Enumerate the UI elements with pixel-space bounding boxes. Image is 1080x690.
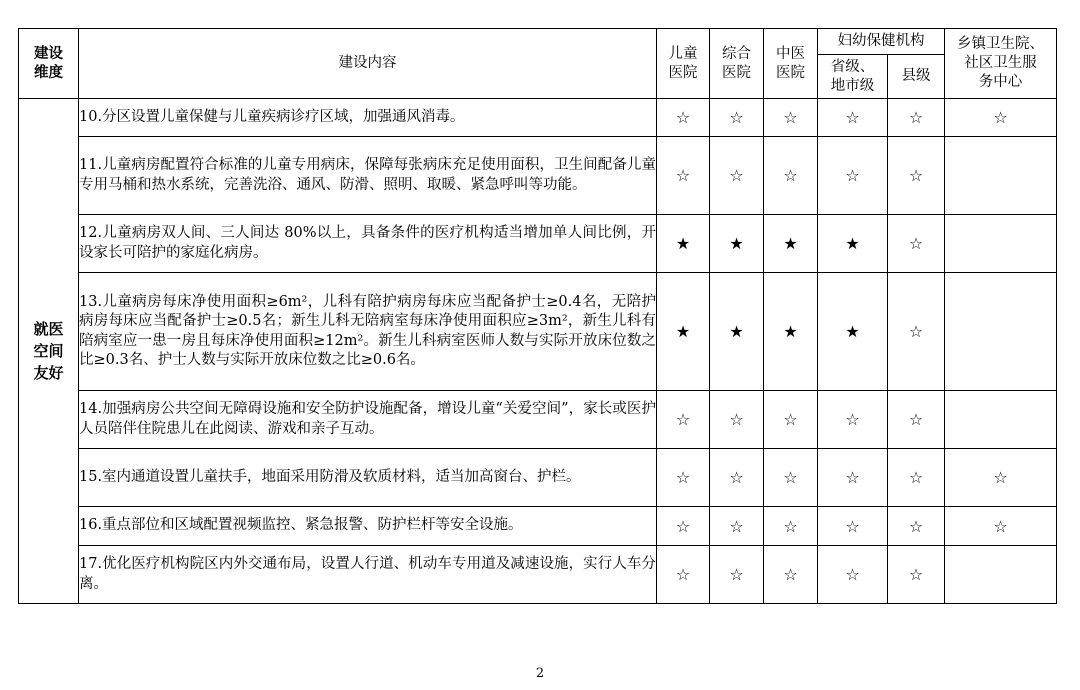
row-content: 14.加强病房公共空间无障碍设施和安全防护设施配备，增设儿童“关爱空间”，家长或医护人员陪伴住院患儿在此阅读、游戏和亲子互动。 — [79, 391, 657, 449]
filled-star-mark: ★ — [818, 215, 888, 273]
hollow-star-mark: ☆ — [710, 507, 764, 546]
row-content: 11.儿童病房配置符合标准的儿童专用病床，保障每张病床充足使用面积，卫生间配备儿童专用马桶和热水系统，完善洗浴、通风、防滑、照明、取暖、紧急呼叫等功能。 — [79, 137, 657, 215]
table-row — [19, 507, 1057, 546]
table-row — [19, 449, 1057, 507]
hollow-star-mark: ☆ — [888, 449, 945, 507]
hollow-star-mark: ☆ — [764, 449, 818, 507]
header-mch-group: 妇幼保健机构 — [818, 29, 945, 55]
hollow-star-mark: ☆ — [710, 391, 764, 449]
hollow-star-mark: ☆ — [945, 507, 1057, 546]
filled-star-mark: ★ — [657, 215, 710, 273]
empty-cell — [945, 215, 1057, 273]
hollow-star-mark: ☆ — [710, 546, 764, 604]
hollow-star-mark: ☆ — [818, 391, 888, 449]
hollow-star-mark: ☆ — [657, 449, 710, 507]
hollow-star-mark: ☆ — [888, 507, 945, 546]
filled-star-mark: ★ — [764, 215, 818, 273]
row-content: 10.分区设置儿童保健与儿童疾病诊疗区域，加强通风消毒。 — [79, 99, 657, 137]
header-general-hospital: 综合 医院 — [710, 29, 764, 99]
table-row — [19, 273, 1057, 391]
filled-star-mark: ★ — [818, 273, 888, 391]
hollow-star-mark: ☆ — [945, 449, 1057, 507]
header-mch-county: 县级 — [888, 55, 945, 99]
hollow-star-mark: ☆ — [710, 99, 764, 137]
hollow-star-mark: ☆ — [888, 137, 945, 215]
page-number: 2 — [535, 666, 545, 681]
empty-cell — [945, 137, 1057, 215]
hollow-star-mark: ☆ — [657, 99, 710, 137]
hollow-star-mark: ☆ — [818, 507, 888, 546]
hollow-star-mark: ☆ — [657, 137, 710, 215]
table-row — [19, 99, 1057, 137]
hollow-star-mark: ☆ — [818, 546, 888, 604]
hollow-star-mark: ☆ — [818, 99, 888, 137]
hollow-star-mark: ☆ — [657, 391, 710, 449]
hollow-star-mark: ☆ — [818, 449, 888, 507]
header-tcm-hospital: 中医 医院 — [764, 29, 818, 99]
hollow-star-mark: ☆ — [945, 99, 1057, 137]
row-content: 12.儿童病房双人间、三人间达 80%以上，具备条件的医疗机构适当增加单人间比例，开设家长可陪护的家庭化病房。 — [79, 215, 657, 273]
hollow-star-mark: ☆ — [888, 546, 945, 604]
header-dimension: 建设 维度 — [19, 29, 79, 99]
filled-star-mark: ★ — [710, 215, 764, 273]
hollow-star-mark: ☆ — [764, 507, 818, 546]
hollow-star-mark: ☆ — [888, 391, 945, 449]
header-children-hospital: 儿童 医院 — [657, 29, 710, 99]
filled-star-mark: ★ — [764, 273, 818, 391]
hollow-star-mark: ☆ — [764, 391, 818, 449]
dimension-label: 就医 空间 友好 — [19, 99, 79, 604]
header-township: 乡镇卫生院、 社区卫生服 务中心 — [945, 29, 1057, 99]
row-content: 13.儿童病房每床净使用面积≥6m²，儿科有陪护病房每床应当配备护士≥0.4名，无陪护病房每床应当配备护士≥0.5名；新生儿科无陪病室每床净使用面积应≥3m²，新生儿科有陪病室应一患一房且每床净使用面积≥12m²。新生儿科病室医师人数与实际开放床位数之比≥0.3名、护士人数与实际开放床位数之比≥0.6名。 — [79, 273, 657, 391]
row-content: 16.重点部位和区域配置视频监控、紧急报警、防护栏杆等安全设施。 — [79, 507, 657, 546]
empty-cell — [945, 546, 1057, 604]
hollow-star-mark: ☆ — [710, 137, 764, 215]
filled-star-mark: ★ — [657, 273, 710, 391]
empty-cell — [945, 391, 1057, 449]
header-mch-provincial: 省级、 地市级 — [818, 55, 888, 99]
empty-cell — [945, 273, 1057, 391]
hollow-star-mark: ☆ — [764, 99, 818, 137]
construction-standards-table — [18, 28, 1057, 604]
hollow-star-mark: ☆ — [818, 137, 888, 215]
hollow-star-mark: ☆ — [888, 99, 945, 137]
header-content: 建设内容 — [79, 29, 657, 99]
hollow-star-mark: ☆ — [888, 215, 945, 273]
table-row — [19, 391, 1057, 449]
table-row — [19, 137, 1057, 215]
table-row — [19, 215, 1057, 273]
row-content: 17.优化医疗机构院区内外交通布局，设置人行道、机动车专用道及减速设施，实行人车分离。 — [79, 546, 657, 604]
hollow-star-mark: ☆ — [888, 273, 945, 391]
filled-star-mark: ★ — [710, 273, 764, 391]
hollow-star-mark: ☆ — [764, 546, 818, 604]
row-content: 15.室内通道设置儿童扶手，地面采用防滑及软质材料，适当加高窗台、护栏。 — [79, 449, 657, 507]
hollow-star-mark: ☆ — [657, 507, 710, 546]
hollow-star-mark: ☆ — [764, 137, 818, 215]
hollow-star-mark: ☆ — [657, 546, 710, 604]
table-row — [19, 546, 1057, 604]
hollow-star-mark: ☆ — [710, 449, 764, 507]
